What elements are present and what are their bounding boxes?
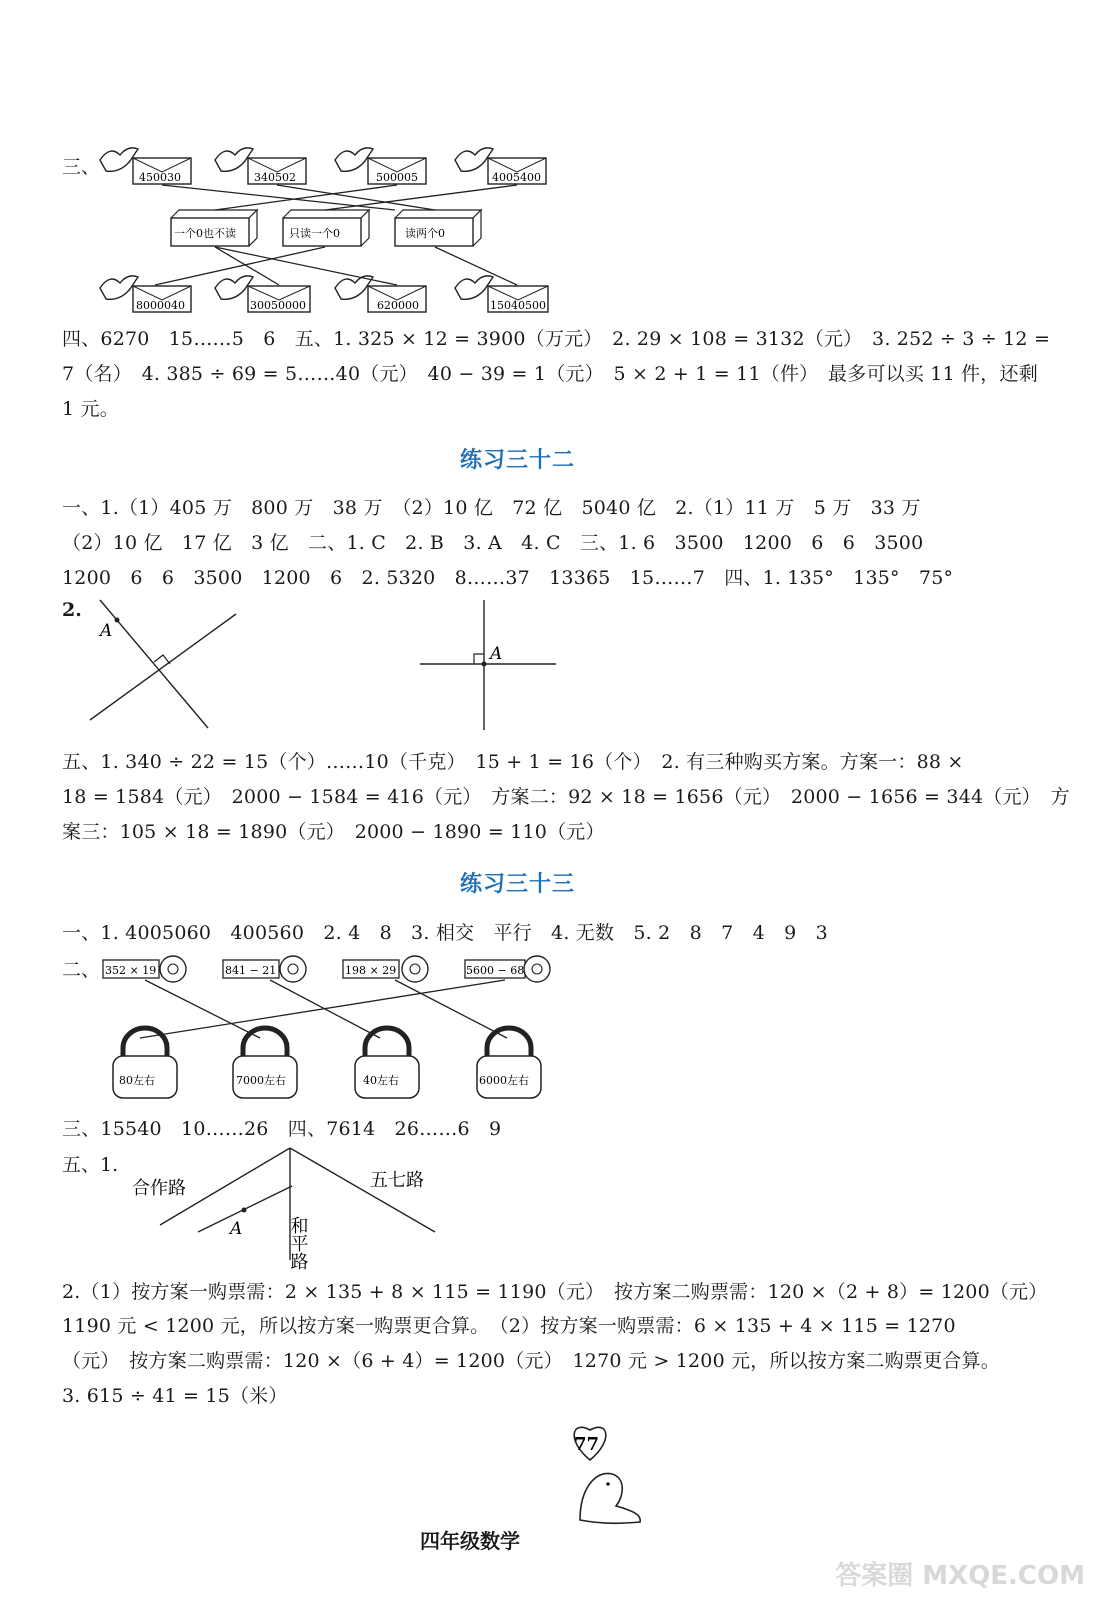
answer-line: 1 元。: [62, 398, 119, 420]
answer-line: 一、1.（1）405 万 800 万 38 万 （2）10 亿 72 亿 5040 亿 2.（1）11 万 5 万 33 万: [62, 497, 921, 519]
answer-line: 1200 6 6 3500 1200 6 2. 5320 8……37 13365 15……7 四、1. 135° 135° 75°: [62, 567, 954, 589]
lock-3: [355, 1028, 419, 1098]
box-1-label: 一个0也不读: [174, 227, 236, 240]
box-2: [283, 210, 369, 246]
watermark: 答案圈 MXQE.COM: [835, 1561, 1085, 1591]
key-3-label: 198 × 29: [345, 964, 397, 977]
perpendicular-lines-figure: [80, 592, 580, 737]
point-a-label: A: [230, 1219, 243, 1239]
seal-mascot-icon: [560, 1418, 650, 1528]
section-title-33: 练习三十三: [460, 872, 576, 897]
answer-line: 案三：105 × 18 = 1890（元） 2000 − 1890 = 110（元）: [62, 821, 605, 843]
key-3: [343, 956, 428, 982]
envelope-bottom-2: [215, 276, 310, 312]
envelope-top-3: [335, 148, 426, 184]
lock-1-label: 80左右: [119, 1074, 155, 1087]
section-title-32: 练习三十二: [460, 448, 576, 473]
envelope-top-4: [455, 148, 546, 184]
envelope-bottom-1: [100, 276, 191, 312]
envelope-bottom-2-number: 30050000: [250, 299, 306, 312]
road-left-label: 合作路: [132, 1178, 186, 1199]
point-a-label: A: [490, 644, 503, 664]
key-lock-matching-diagram: [95, 948, 565, 1108]
point-a-label: A: [100, 621, 113, 641]
key-1: [103, 956, 186, 982]
matching-lines: [140, 980, 507, 1038]
answer-line: （元） 按方案二购票需：120 ×（6 + 4）= 1200（元） 1270 元 > 1200 元，所以按方案二购票更合算。: [62, 1350, 1000, 1372]
lock-1: [113, 1028, 177, 1098]
key-2: [223, 956, 306, 982]
page-number: 77: [574, 1434, 600, 1455]
box-3: [395, 210, 481, 246]
answer-line: 四、6270 15……5 6 五、1. 325 × 12 = 3900（万元） 2. 29 × 108 = 3132（元） 3. 252 ÷ 3 ÷ 12 =: [62, 328, 1051, 350]
box-2-label: 只读一个0: [289, 227, 340, 240]
envelope-matching-diagram: [95, 140, 565, 320]
answer-line: 五、1. 340 ÷ 22 = 15（个）……10（千克） 15 + 1 = 16（个） 2. 有三种购买方案。方案一：88 ×: [62, 751, 964, 773]
answer-line: 2.（1）按方案一购票需：2 × 135 + 8 × 115 = 1190（元） 按方案二购票需：120 ×（2 + 8）= 1200（元）: [62, 1281, 1048, 1303]
section-label-2: 二、: [62, 959, 101, 981]
answer-line: （2）10 亿 17 亿 3 亿 二、1. C 2. B 3. A 4. C 三、1. 6 3500 1200 6 6 3500: [62, 532, 924, 554]
envelope-top-2-number: 340502: [254, 171, 296, 184]
envelope-top-1: [100, 148, 191, 184]
lock-4: [477, 1028, 541, 1098]
box-3-label: 读两个0: [405, 227, 445, 240]
lock-4-label: 6000左右: [479, 1074, 529, 1087]
answer-line: 一、1. 4005060 400560 2. 4 8 3. 相交 平行 4. 无数 5. 2 8 7 4 9 3: [62, 922, 828, 944]
answer-line: 7（名） 4. 385 ÷ 69 = 5……40（元） 40 − 39 = 1（元） 5 × 2 + 1 = 11（件） 最多可以买 11 件，还剩: [62, 363, 1038, 385]
key-4: [465, 956, 550, 982]
envelope-top-1-number: 450030: [139, 171, 181, 184]
box-1: [171, 210, 257, 246]
road-right-label: 五七路: [370, 1170, 424, 1191]
road-middle-label: 和平路: [287, 1216, 309, 1270]
envelope-top-2: [215, 148, 306, 184]
envelope-bottom-4-number: 15040500: [490, 299, 546, 312]
answer-line: 1190 元 < 1200 元，所以按方案一购票更合算。 （2）按方案一购票需：6 × 135 + 4 × 115 = 1270: [62, 1315, 956, 1337]
lock-2: [233, 1028, 297, 1098]
envelope-top-4-number: 4005400: [492, 171, 541, 184]
answer-line: 3. 615 ÷ 41 = 15（米）: [62, 1385, 288, 1407]
item-2-label: 2.: [62, 599, 82, 621]
footer-subject: 四年级数学: [420, 1529, 520, 1553]
road-map-figure: [120, 1140, 480, 1270]
answer-line: 18 = 1584（元） 2000 − 1584 = 416（元） 方案二：92 × 18 = 1656（元） 2000 − 1656 = 344（元） 方: [62, 786, 1070, 808]
key-2-label: 841 − 21: [225, 964, 277, 977]
answer-line: 三、15540 10……26 四、7614 26……6 9: [62, 1118, 502, 1140]
key-4-label: 5600 − 68: [466, 964, 525, 977]
section-label-3: 三、: [62, 156, 101, 178]
lock-2-label: 7000左右: [236, 1074, 286, 1087]
envelope-top-3-number: 500005: [376, 171, 418, 184]
key-1-label: 352 × 19: [105, 964, 157, 977]
envelope-bottom-1-number: 8000040: [136, 299, 185, 312]
envelope-bottom-4: [455, 276, 548, 312]
envelope-bottom-3-number: 620000: [377, 299, 419, 312]
lock-3-label: 40左右: [363, 1074, 399, 1087]
item-5-label: 五、1.: [62, 1154, 119, 1176]
